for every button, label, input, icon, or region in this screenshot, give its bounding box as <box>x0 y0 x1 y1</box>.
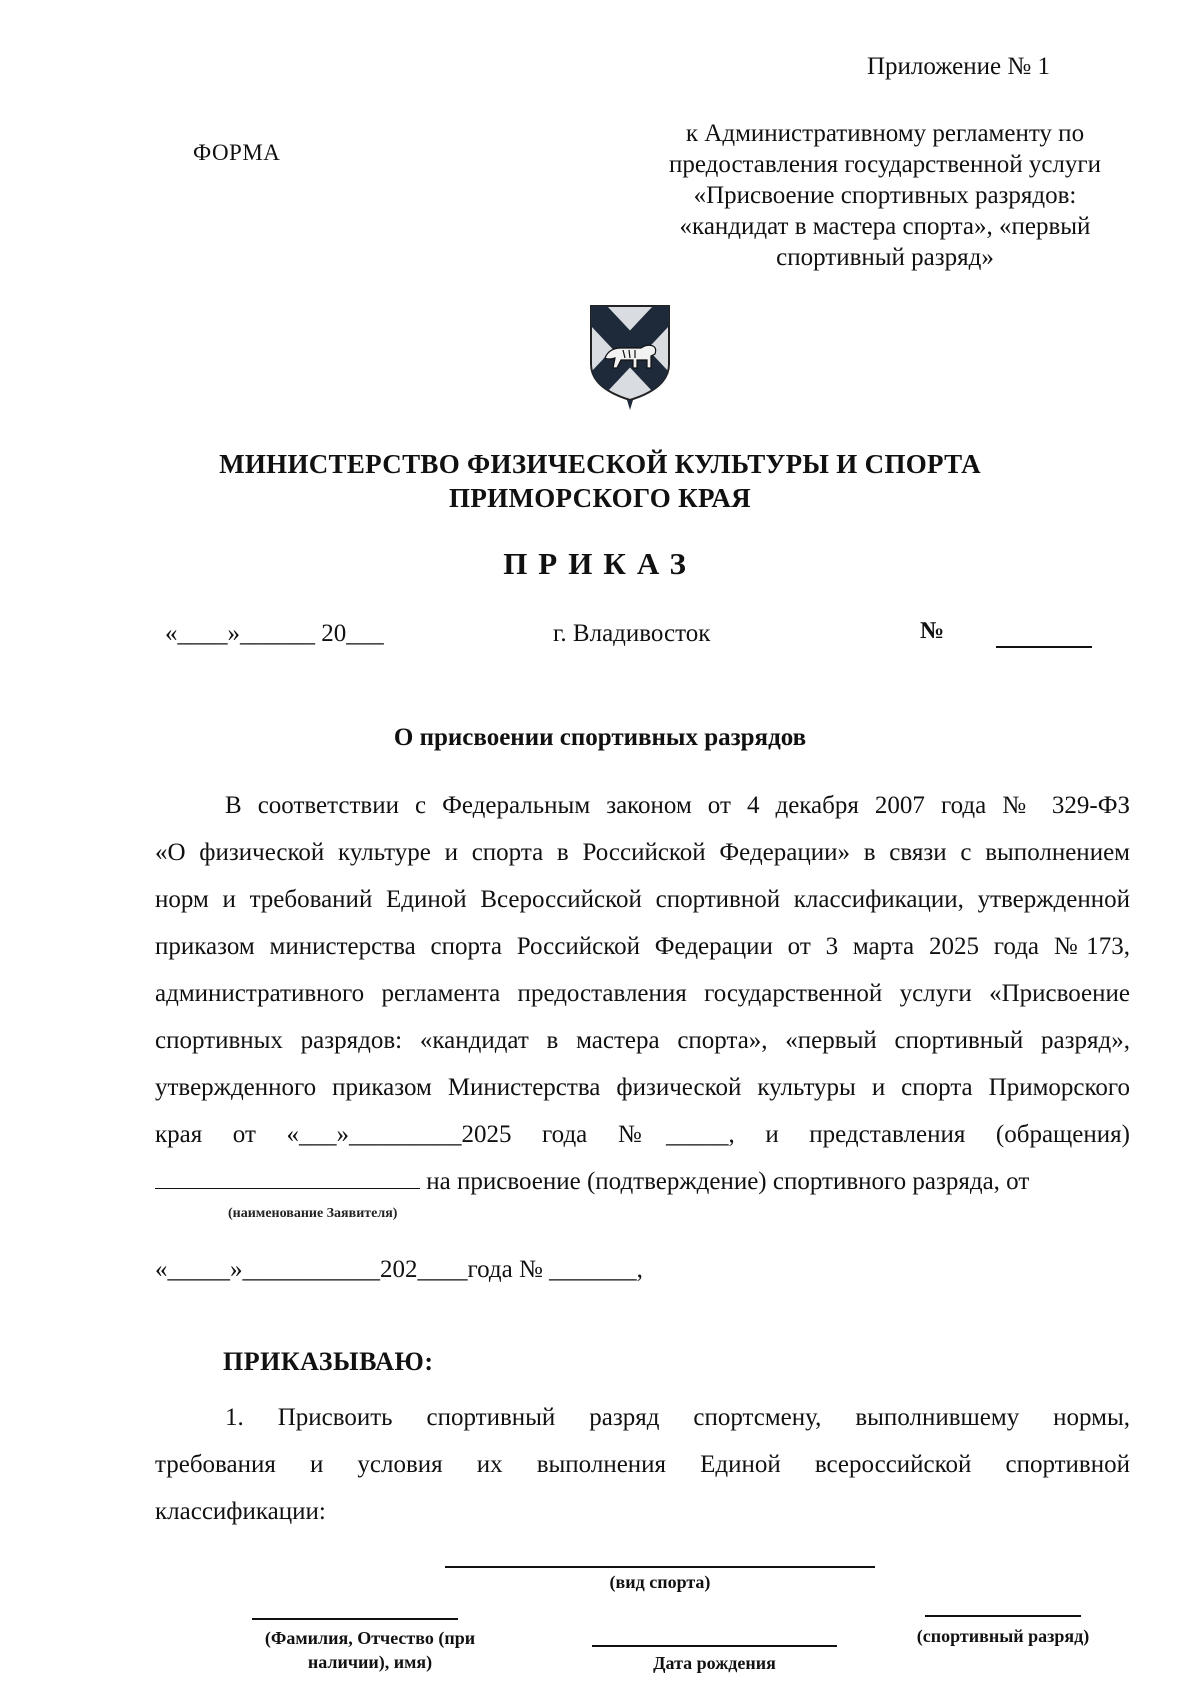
dob-caption: Дата рождения <box>653 1653 776 1673</box>
order-title: ПРИКАЗ <box>503 546 697 581</box>
application-date-field: «_____»___________202____года № _______, <box>155 1256 643 1283</box>
ministry-line: МИНИСТЕРСТВО ФИЗИЧЕСКОЙ КУЛЬТУРЫ И СПОРТА <box>219 449 981 479</box>
reglament-reference <box>630 118 1140 273</box>
preamble-line: В соответствии с Федеральным законом от 4 декабря 2007 года № 329-ФЗ <box>225 792 1130 819</box>
order-number-blank <box>996 646 1092 648</box>
sport-caption: (вид спорта) <box>609 1572 711 1592</box>
rank-caption: (спортивный разряд) <box>916 1626 1090 1646</box>
reglament-line: спортивный разряд» <box>776 244 994 271</box>
item-line: 1. Присвоить спортивный разряд спортсмену, выполнившему нормы, <box>225 1404 1130 1431</box>
form-label: ФОРМА <box>193 140 281 165</box>
order-directive-heading: ПРИКАЗЫВАЮ: <box>223 1347 434 1376</box>
applicant-name-blank <box>155 1187 420 1189</box>
fio-blank-line <box>252 1618 458 1620</box>
applicant-name-caption: (наименование Заявителя) <box>228 1206 398 1221</box>
preamble-line: утвержденного приказом Министерства физической культуры и спорта Приморского <box>155 1074 1130 1101</box>
fio-caption: (Фамилия, Отчество (при наличии), имя) <box>264 1628 476 1672</box>
preamble-line: норм и требований Единой Всероссийской спортивной классификации, утвержденной <box>155 886 1130 913</box>
order-city: г. Владивосток <box>553 620 711 647</box>
ministry-line: ПРИМОРСКОГО КРАЯ <box>449 483 751 513</box>
order-number-sign: № <box>920 618 945 644</box>
sport-blank-line <box>445 1566 875 1568</box>
reglament-line: «кандидат в мастера спорта», «первый <box>679 213 1091 240</box>
order-date-field: «____»______ 20___ <box>165 620 384 647</box>
item-line: классификации: <box>155 1498 326 1525</box>
preamble-line: края от «___»_________2025 года №_____, и представления (обращения) <box>155 1121 1130 1148</box>
order-subject: О присвоении спортивных разрядов <box>393 724 807 751</box>
preamble-line: спортивных разрядов: «кандидат в мастера спорта», «первый спортивный разряд», <box>155 1027 1130 1054</box>
preamble-line: административного регламента предоставления государственной услуги «Присвоение <box>155 980 1130 1007</box>
preamble-line-text: на присвоение (подтверждение) спортивного разряда, от <box>426 1168 1030 1195</box>
order-item-1 <box>155 1394 1130 1535</box>
reglament-line: предоставления государственной услуги <box>668 151 1102 178</box>
order-preamble <box>155 782 1130 1205</box>
primorsky-krai-coat-of-arms-icon <box>587 302 673 414</box>
preamble-line: «О физической культуре и спорта в Российской Федерации» в связи с выполнением <box>155 839 1130 866</box>
reglament-line: «Присвоение спортивных разрядов: <box>693 182 1077 209</box>
rank-blank-line <box>925 1615 1081 1617</box>
preamble-line <box>155 1158 1130 1205</box>
reglament-line: к Административному регламенту по <box>685 120 1085 147</box>
item-line: требования и условия их выполнения Единой всероссийской спортивной <box>155 1451 1130 1478</box>
preamble-line: приказом министерства спорта Российской Федерации от 3 марта 2025 года №173, <box>155 933 1130 960</box>
ministry-name <box>0 447 1200 515</box>
appendix-number: Приложение № 1 <box>866 53 1050 80</box>
dob-blank-line <box>592 1645 837 1647</box>
